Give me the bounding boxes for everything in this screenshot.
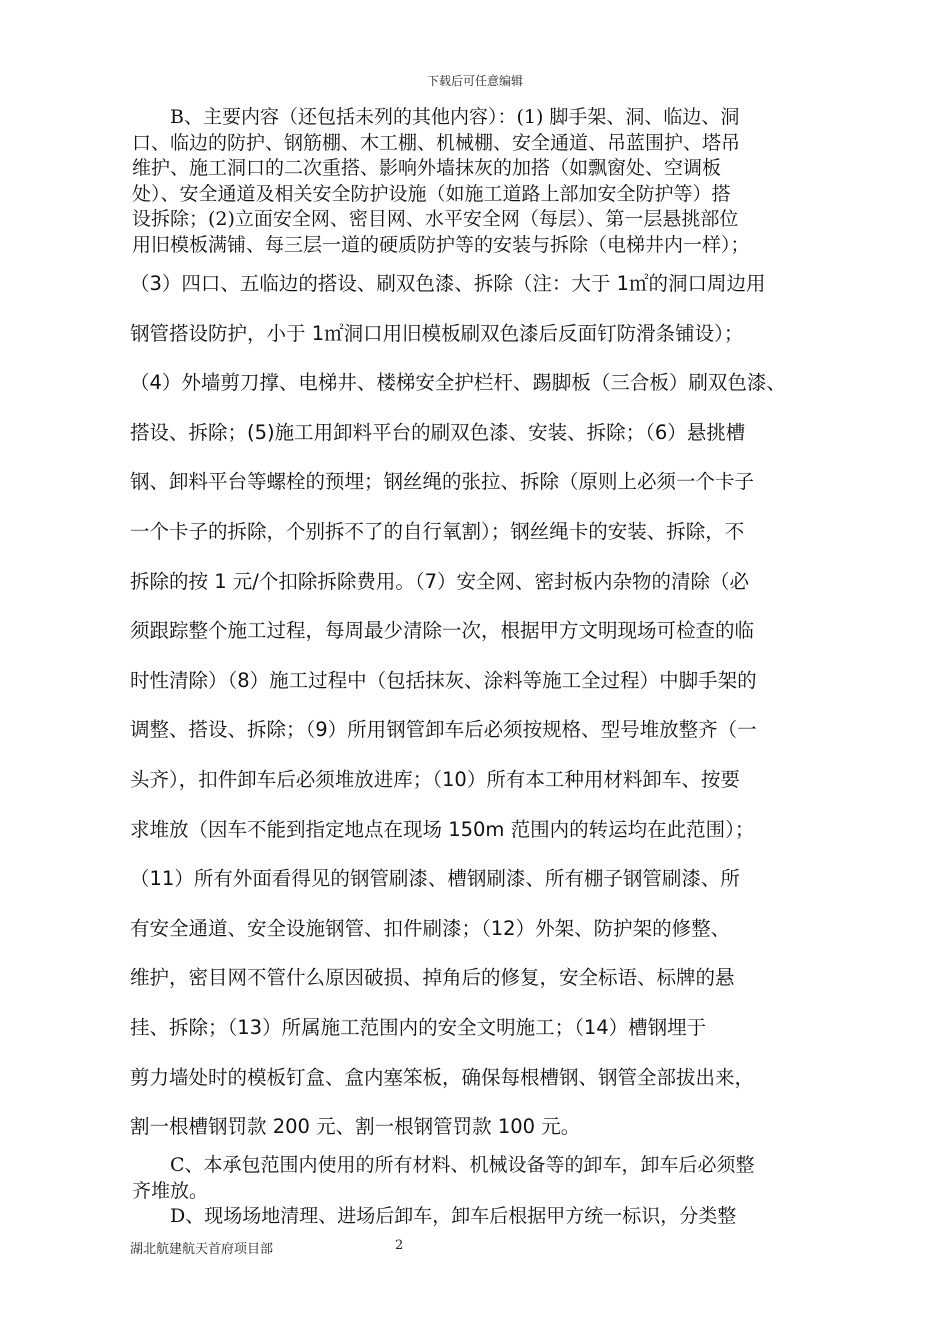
text-line: 拆除的按 1 元/个扣除拆除费用。（7）安全网、密封板内杂物的清除（必 (130, 569, 750, 593)
text-line: D、现场场地清理、进场后卸车，卸车后根据甲方统一标识，分类整 (132, 1205, 737, 1227)
text-line: （3）四口、五临边的搭设、刷双色漆、拆除（注：大于 1㎡的洞口周边用 (130, 272, 766, 295)
paragraph-c (132, 1153, 832, 1204)
paragraph-items (130, 267, 835, 1160)
text-line: 求堆放（因车不能到指定地点在现场 150m 范围内的转运均在此范围）； (130, 817, 755, 841)
text-line: 头齐），扣件卸车后必须堆放进库；（10）所有本工种用材料卸车、按要 (130, 767, 740, 791)
text-line: 维护，密目网不管什么原因破损、掉角后的修复，安全标语、标牌的悬 (130, 966, 735, 990)
text-line: 须跟踪整个施工过程，每周最少清除一次，根据甲方文明现场可检查的临 (130, 619, 755, 643)
text-line: C、本承包范围内使用的所有材料、机械设备等的卸车，卸车后必须整 (132, 1154, 755, 1176)
text-line: 挂、拆除；（13）所属施工范围内的安全文明施工；（14）槽钢埋于 (130, 1015, 707, 1039)
text-line: 割一根槽钢罚款 200 元、割一根钢管罚款 100 元。 (130, 1115, 581, 1139)
text-line: （4）外墙剪刀撑、电梯井、楼梯安全护栏杆、踢脚板（三合板）刷双色漆、 (130, 371, 786, 395)
paragraph-d (132, 1204, 832, 1230)
text-line: 用旧模板满铺、每三层一道的硬质防护等的安装与拆除（电梯井内一样）； (132, 233, 750, 256)
text-line: 时性清除）（8）施工过程中（包括抹灰、涂料等施工全过程）中脚手架的 (130, 668, 757, 692)
paragraph-b (132, 105, 832, 258)
text-line: B、主要内容（还包括未列的其他内容）：(1) 脚手架、洞、临边、洞 (132, 106, 740, 128)
footer-organization: 湖北航建航天首府项目部 (130, 1242, 274, 1257)
text-line: （11）所有外面看得见的钢管刷漆、槽钢刷漆、所有棚子钢管刷漆、所 (130, 867, 740, 891)
text-line: 钢管搭设防护，小于 1㎡洞口用旧模板刷双色漆后反面钉防滑条铺设）； (130, 321, 744, 345)
text-line: 钢、卸料平台等螺栓的预埋；钢丝绳的张拉、拆除（原则上必须一个卡子 (130, 470, 755, 494)
text-line: 齐堆放。 (132, 1179, 209, 1202)
text-line: 有安全通道、安全设施钢管、扣件刷漆；（12）外架、防护架的修整、 (130, 916, 731, 940)
text-line: 搭设、拆除；(5)施工用卸料平台的刷双色漆、安装、拆除；（6）悬挑槽 (130, 420, 746, 444)
text-line: 处）、安全通道及相关安全防护设施（如施工道路上部加安全防护等）搭 (132, 182, 731, 205)
text-line: 口、临边的防护、钢筋棚、木工棚、机械棚、安全通道、吊蓝围护、塔吊 (132, 131, 741, 154)
text-line: 一个卡子的拆除，个别拆不了的自行氧割）；钢丝绳卡的安装、拆除，不 (130, 519, 745, 543)
text-line: 维护、施工洞口的二次重搭、影响外墙抹灰的加搭（如飘窗处、空调板 (132, 157, 722, 179)
text-line: 调整、搭设、拆除；（9）所用钢管卸车后必须按规格、型号堆放整齐（一 (130, 718, 757, 742)
header-note: 下载后可任意编辑 (426, 74, 523, 88)
footer-page-number: 2 (395, 1238, 404, 1253)
text-line: 剪力墙处时的模板钉盒、盒内塞笨板，确保每根槽钢、钢管全部拔出来， (130, 1065, 755, 1089)
text-line: 设拆除；(2)立面安全网、密目网、水平安全网（每层）、第一层悬挑部位 (132, 208, 739, 230)
